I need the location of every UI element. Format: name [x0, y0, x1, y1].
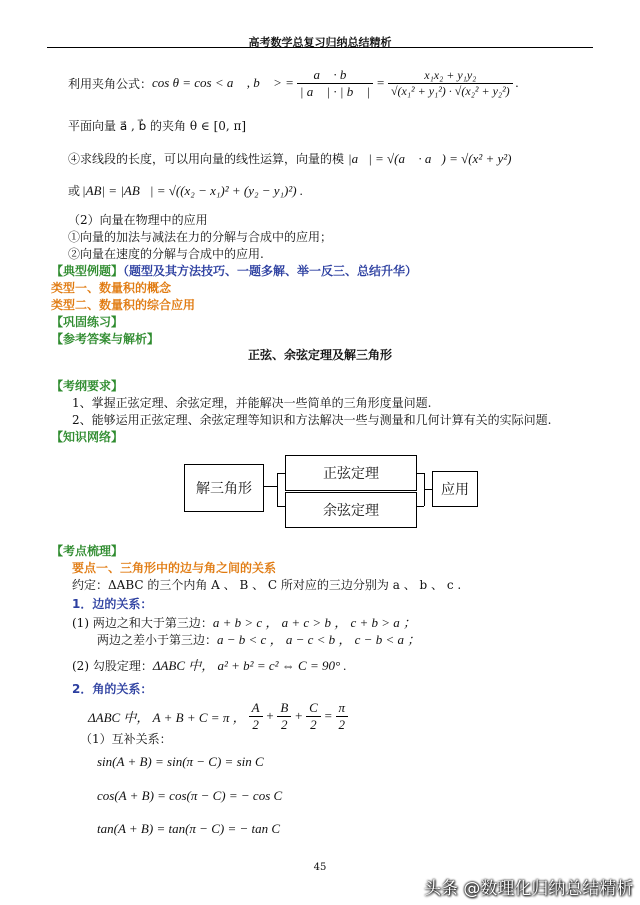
angle-relations-title: 2．角的关系：	[72, 682, 153, 696]
half-c-fraction	[306, 700, 321, 733]
segment-length-formula: |AB| = |AB⃗| = √((x₂ − x₁)² + (y₂ − y₁)²) .	[82, 182, 304, 198]
sin-identity: sin(A + B) = sin(π − C) = sin C	[97, 754, 264, 769]
box-solve-triangle-label: 解三角形	[196, 481, 252, 497]
requirement-item-2: 2、能够运用正弦定理、余弦定理等知识和方法解决一些与测量和几何计算有关的实际问题.	[72, 413, 552, 427]
plus-sign-1: +	[265, 708, 275, 723]
edge-relation-1-label: (1) 两边之和大于第三边：	[72, 616, 213, 630]
network-heading: 【知识网络】	[51, 430, 124, 444]
angle-formula-left: cos θ = cos < a⃗ , b⃗ > =	[152, 75, 294, 90]
half-a-num: A	[249, 700, 263, 717]
physics-item-2: ②向量在速度的分解与合成中的应用.	[68, 247, 264, 261]
half-c-den: 2	[310, 716, 317, 732]
item4-line	[68, 150, 512, 167]
type-two-heading: 类型二、数量积的综合应用	[51, 298, 196, 312]
typical-examples-bracket: 【典型例题】	[51, 264, 124, 278]
physics-item-1: ①向量的加法与减法在力的分解与合成中的应用；	[68, 230, 333, 244]
item4-text: ④求线段的长度，可以用向量的线性运算，向量的模	[68, 152, 345, 166]
half-a-fraction	[249, 700, 263, 733]
equals-sign: =	[323, 708, 333, 723]
angle-equals: =	[376, 75, 385, 90]
box-application	[432, 471, 478, 507]
angle-fraction-vector-den: | a⃗ | · | b⃗ |	[299, 83, 371, 99]
or-prefix: 或	[68, 184, 81, 198]
watermark: 头条 @数理化归纳总结精析	[424, 879, 634, 899]
connector-left-bracket	[277, 473, 278, 506]
connector-from-cosine	[416, 506, 424, 507]
angle-fraction-coords-den: √(x₁² + y₁²) · √(x₂² + y₂²)	[390, 83, 510, 98]
box-solve-triangle	[184, 464, 264, 512]
supplementary-title: （1）互补关系：	[80, 732, 172, 746]
page-number: 45	[313, 862, 327, 873]
requirement-item-1: 1、掌握正弦定理、余弦定理，并能解决一些简单的三角形度量问题.	[72, 396, 432, 410]
angle-fraction-coords-num: x₁x₂ + y₁y₂	[388, 68, 513, 84]
edge-relations-title: 1．边的关系：	[72, 597, 153, 611]
box-sine-theorem-label: 正弦定理	[323, 466, 379, 482]
half-a-den: 2	[252, 716, 259, 732]
cos-identity: cos(A + B) = cos(π − C) = − cos C	[97, 788, 283, 803]
typical-examples-heading	[51, 262, 417, 279]
connector-to-cosine	[277, 506, 285, 507]
half-b-fraction	[277, 700, 291, 733]
header-divider	[47, 47, 593, 48]
pythagorean-formula: ΔABC 中， a² + b² = c² ⇔ C = 90° .	[152, 658, 347, 673]
angle-sum-prefix: ΔABC 中， A + B + C = π ，	[88, 709, 246, 725]
segment-length-line	[68, 182, 303, 199]
angle-prefix: 利用夹角公式：	[68, 76, 153, 91]
half-pi-num: π	[336, 700, 349, 717]
page-header-title: 高考数学总复习归纳总结精析	[248, 36, 392, 49]
half-pi-fraction	[336, 700, 349, 733]
box-application-label: 应用	[441, 482, 469, 498]
convention-text: 约定：ΔABC 的三个内角 A 、 B 、 C 所对应的三边分别为 a 、 b 、 c .	[72, 578, 462, 592]
edge-relation-2	[97, 629, 420, 648]
consolidate-heading: 【巩固练习】	[51, 315, 124, 329]
connector-right-stub	[424, 489, 432, 490]
pythagorean-label: (2) 勾股定理：	[72, 659, 153, 673]
connector-from-sine	[416, 473, 424, 474]
typical-examples-subtitle: （题型及其方法技巧、一题多解、举一反三、总结升华）	[123, 264, 418, 278]
edge-relation-2-label: 两边之差小于第三边：	[97, 633, 218, 647]
physics-title: （2）向量在物理中的应用	[68, 213, 208, 227]
angle-fraction-vector-num: a⃗ · b⃗	[297, 67, 373, 84]
key-points-heading: 【考点梳理】	[51, 544, 124, 558]
half-b-num: B	[277, 700, 291, 717]
angle-fraction-coords	[388, 68, 513, 99]
item4-formula: |a⃗| = √(a⃗ · a⃗) = √(x² + y²)	[348, 150, 512, 166]
type-one-heading: 类型一、数量积的概念	[51, 281, 172, 295]
plane-angle-range: 平面向量 a⃗ , b⃗ 的夹角 θ ∈ [0, π]	[68, 119, 247, 133]
half-pi-den: 2	[338, 716, 346, 732]
box-cosine-theorem	[285, 492, 417, 528]
answers-heading: 【参考答案与解析】	[51, 332, 160, 346]
plus-sign-2: +	[294, 708, 304, 723]
edge-relation-1-formula: a + b > c ， a + c > b ， c + b > a ；	[212, 615, 417, 630]
angle-formula-end: .	[515, 75, 519, 90]
connector-left-stub	[263, 486, 277, 487]
angle-fraction-vector	[297, 67, 373, 100]
half-c-num: C	[306, 700, 321, 717]
requirements-heading: 【考纲要求】	[51, 379, 124, 393]
angle-formula-line	[68, 64, 519, 102]
pythagorean-line	[72, 655, 347, 674]
tan-identity: tan(A + B) = tan(π − C) = − tan C	[97, 821, 281, 836]
edge-relation-2-formula: a − b < c ， a − c < b ， c − b < a ；	[217, 632, 421, 647]
connector-to-sine	[277, 473, 285, 474]
box-sine-theorem	[285, 455, 417, 491]
point-one-heading: 要点一、三角形中的边与角之间的关系	[72, 561, 277, 575]
box-cosine-theorem-label: 余弦定理	[323, 503, 379, 519]
half-b-den: 2	[281, 716, 288, 732]
section-title: 正弦、余弦定理及解三角形	[247, 348, 392, 362]
